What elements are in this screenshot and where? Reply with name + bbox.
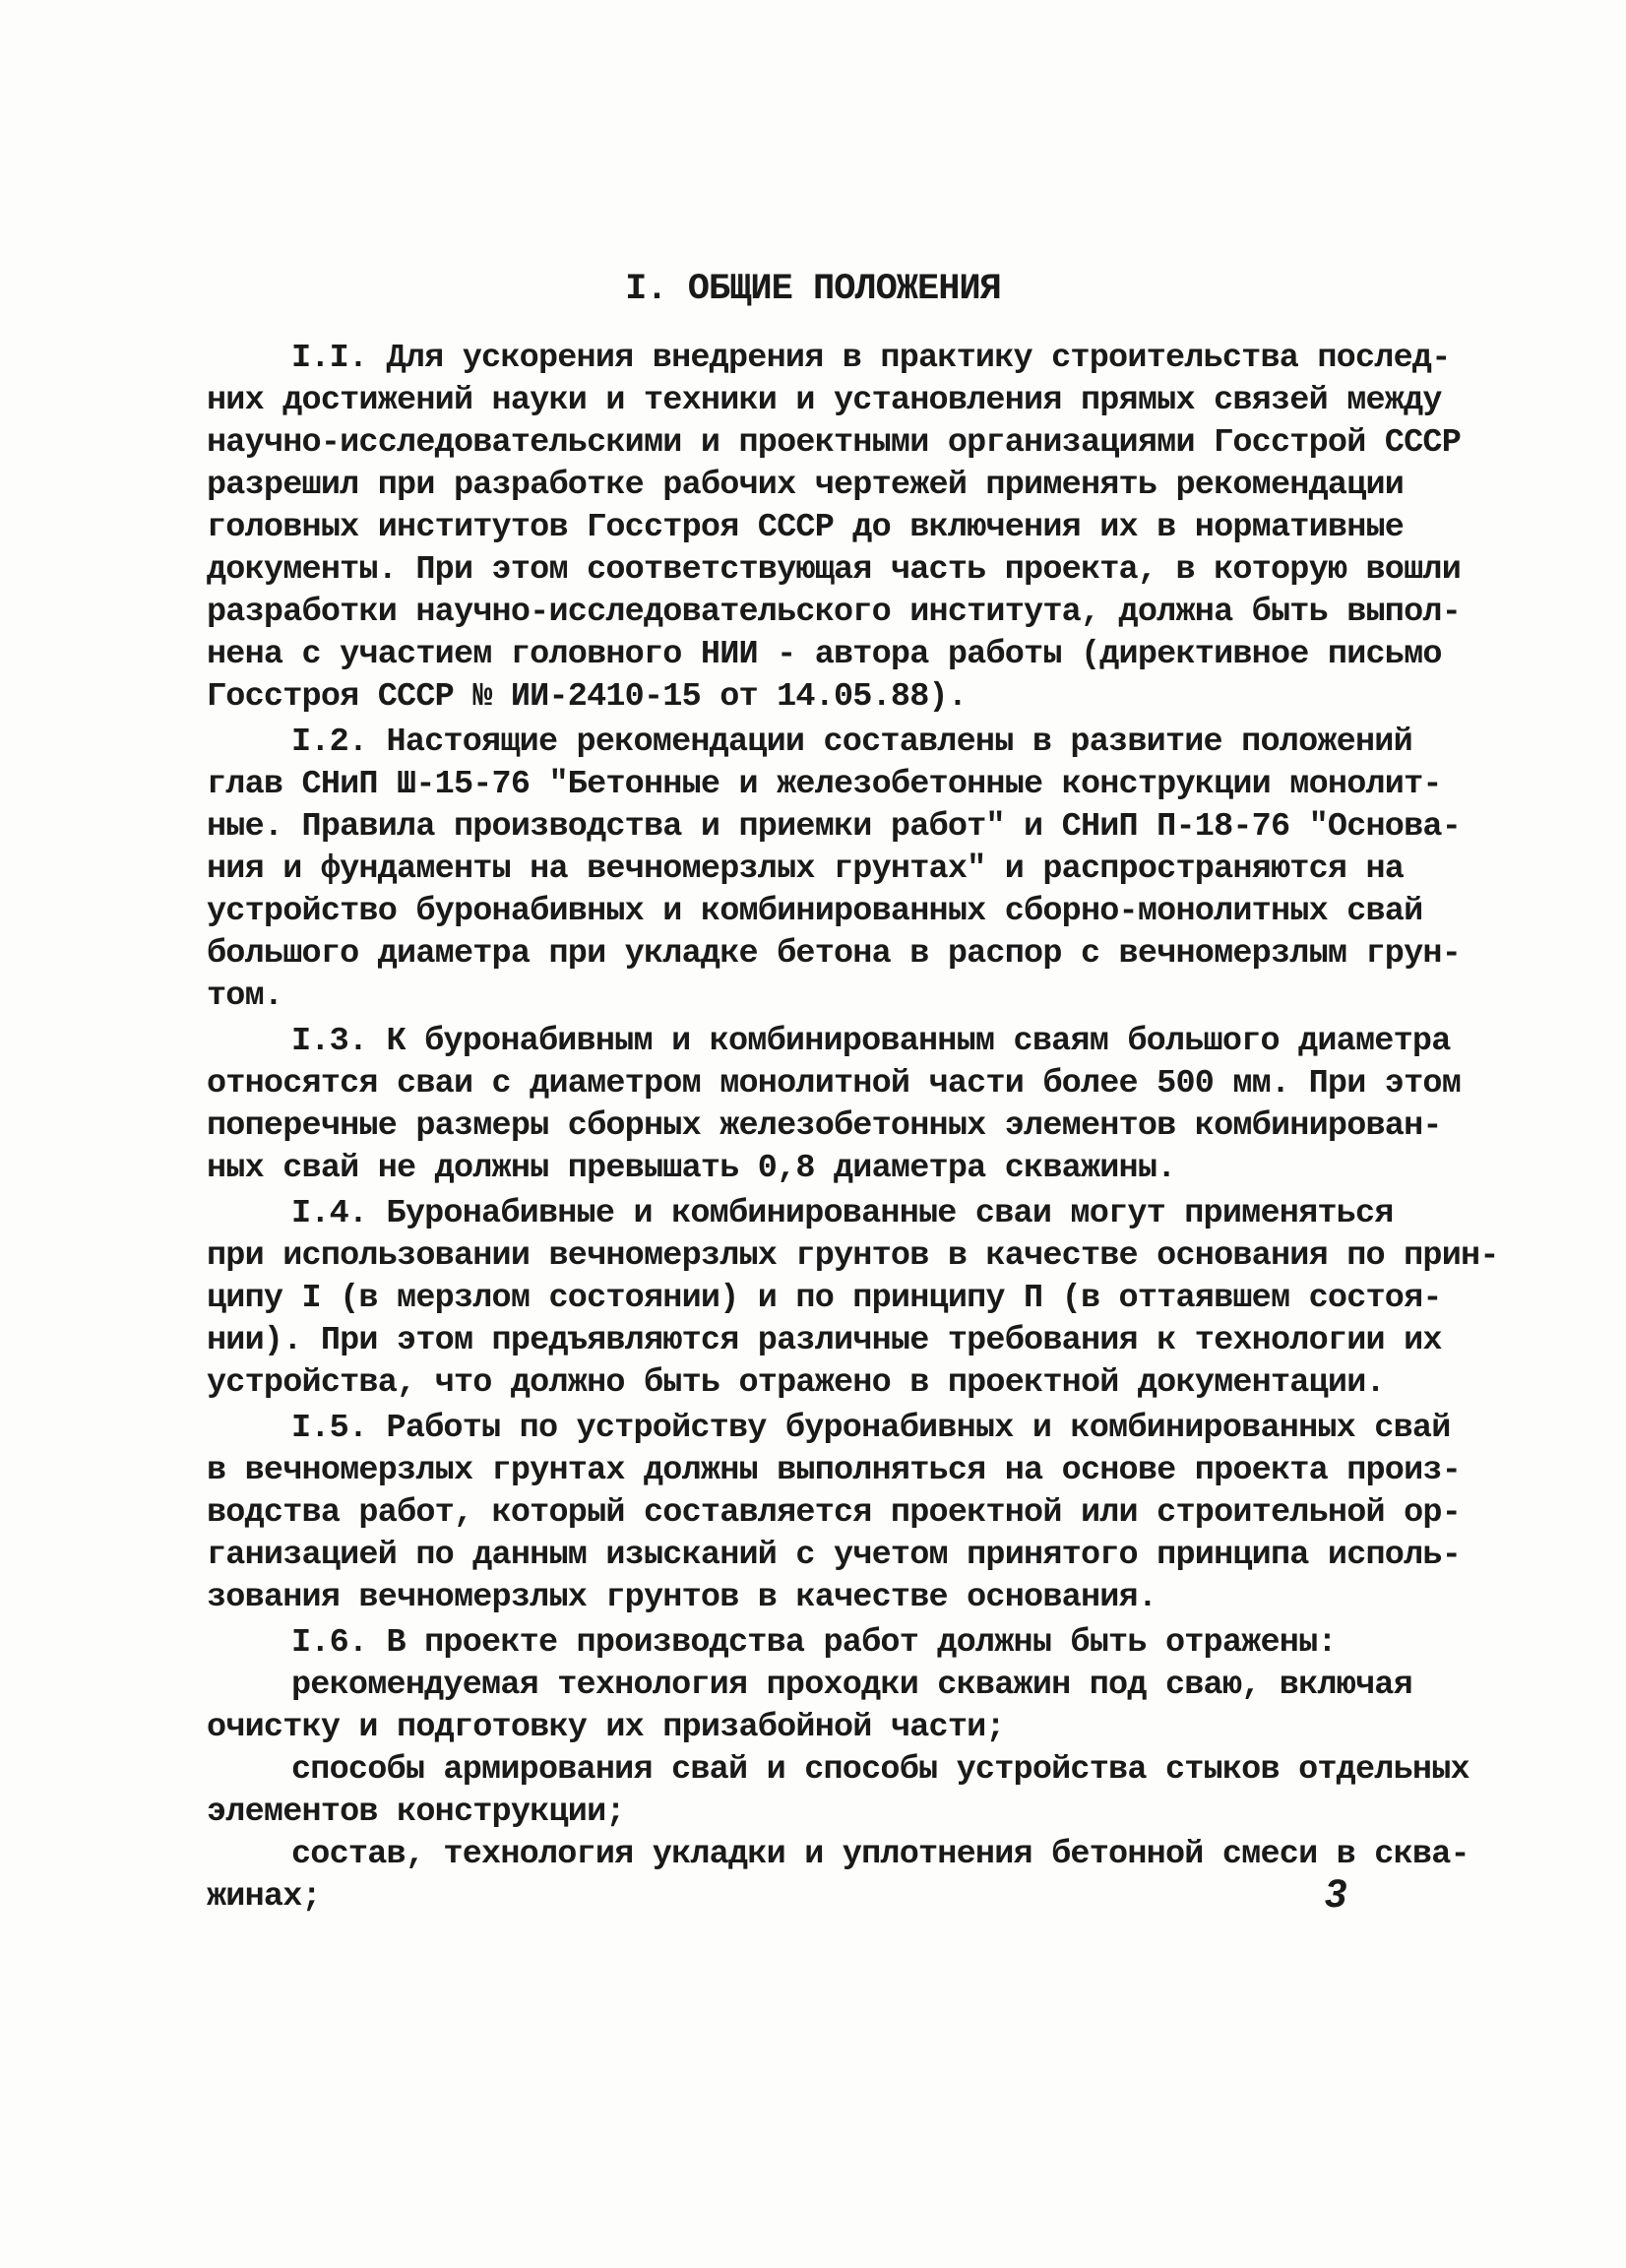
page-number: 3 xyxy=(1325,1872,1347,1916)
text-line: зования вечномерзлых грунтов в качестве основания. xyxy=(207,1579,1157,1616)
text-line: рекомендуемая технология проходки скважин под сваю, включая xyxy=(291,1667,1412,1704)
text-line: разрешил при разработке рабочих чертежей применять рекомендации xyxy=(207,467,1405,504)
text-line: I.3. К буронабивным и комбинированным сваям большого диаметра xyxy=(291,1023,1451,1060)
text-line: I.6. В проекте производства работ должны быть отражены: xyxy=(291,1624,1337,1662)
text-line: Госстроя СССР № ИИ-2410-15 от 14.05.88). xyxy=(207,678,968,716)
text-line: ные. Правила производства и приемки работ" и СНиП П-18-76 "Основа- xyxy=(207,808,1462,846)
text-line: том. xyxy=(207,977,283,1015)
text-line: очистку и подготовку их призабойной части; xyxy=(207,1709,1005,1746)
text-line: глав СНиП Ш-15-76 "Бетонные и железобетонные конструкции монолит- xyxy=(207,766,1442,803)
text-line: жинах; xyxy=(207,1878,321,1916)
text-line: головных институтов Госстроя СССР до включения их в нормативные xyxy=(207,509,1405,546)
text-line: них достижений науки и техники и установления прямых связей между xyxy=(207,382,1442,419)
text-line: I.4. Буронабивные и комбинированные сваи могут применяться xyxy=(291,1195,1394,1232)
text-line: I.2. Настоящие рекомендации составлены в развитие положений xyxy=(291,724,1412,761)
text-line: состав, технология укладки и уплотнения бетонной смеси в сква- xyxy=(291,1836,1470,1873)
text-line: ципу I (в мерзлом состоянии) и по принципу П (в оттаявшем состоя- xyxy=(207,1280,1442,1317)
text-line: нии). При этом предъявляются различные требования к технологии их xyxy=(207,1322,1442,1359)
text-line: ганизацией по данным изысканий с учетом принятого принципа исполь- xyxy=(207,1537,1462,1574)
text-line: элементов конструкции; xyxy=(207,1794,625,1831)
text-line: ных свай не должны превышать 0,8 диаметра скважины. xyxy=(207,1150,1176,1187)
text-line: водства работ, который составляется проектной или строительной ор- xyxy=(207,1494,1462,1532)
text-line: в вечномерзлых грунтах должны выполняться на основе проекта произ- xyxy=(207,1452,1462,1489)
text-line: разработки научно-исследовательского института, должна быть выпол- xyxy=(207,594,1462,631)
text-line: при использовании вечномерзлых грунтов в качестве основания по прин- xyxy=(207,1237,1499,1275)
text-line: большого диаметра при укладке бетона в распор с вечномерзлым грун- xyxy=(207,935,1462,973)
text-line: поперечные размеры сборных железобетонных элементов комбинирован- xyxy=(207,1107,1442,1145)
text-line: ния и фундаменты на вечномерзлых грунтах" и распространяются на xyxy=(207,850,1405,888)
text-line: I.I. Для ускорения внедрения в практику строительства послед- xyxy=(291,340,1451,377)
text-line: документы. При этом соответствующая часть проекта, в которую вошли xyxy=(207,551,1462,589)
text-line: относятся сваи с диаметром монолитной части более 500 мм. При этом xyxy=(207,1065,1462,1102)
text-line: нена с участием головного НИИ - автора работы (директивное письмо xyxy=(207,636,1442,673)
text-line: научно-исследовательскими и проектными организациями Госстрой СССР xyxy=(207,424,1462,462)
text-line: I.5. Работы по устройству буронабивных и комбинированных свай xyxy=(291,1410,1451,1447)
text-line: устройства, что должно быть отражено в проектной документации. xyxy=(207,1364,1385,1402)
section-heading: I. ОБЩИЕ ПОЛОЖЕНИЯ xyxy=(625,269,1001,310)
text-line: устройство буронабивных и комбинированных сборно-монолитных свай xyxy=(207,893,1423,930)
text-line: способы армирования свай и способы устройства стыков отдельных xyxy=(291,1751,1470,1789)
